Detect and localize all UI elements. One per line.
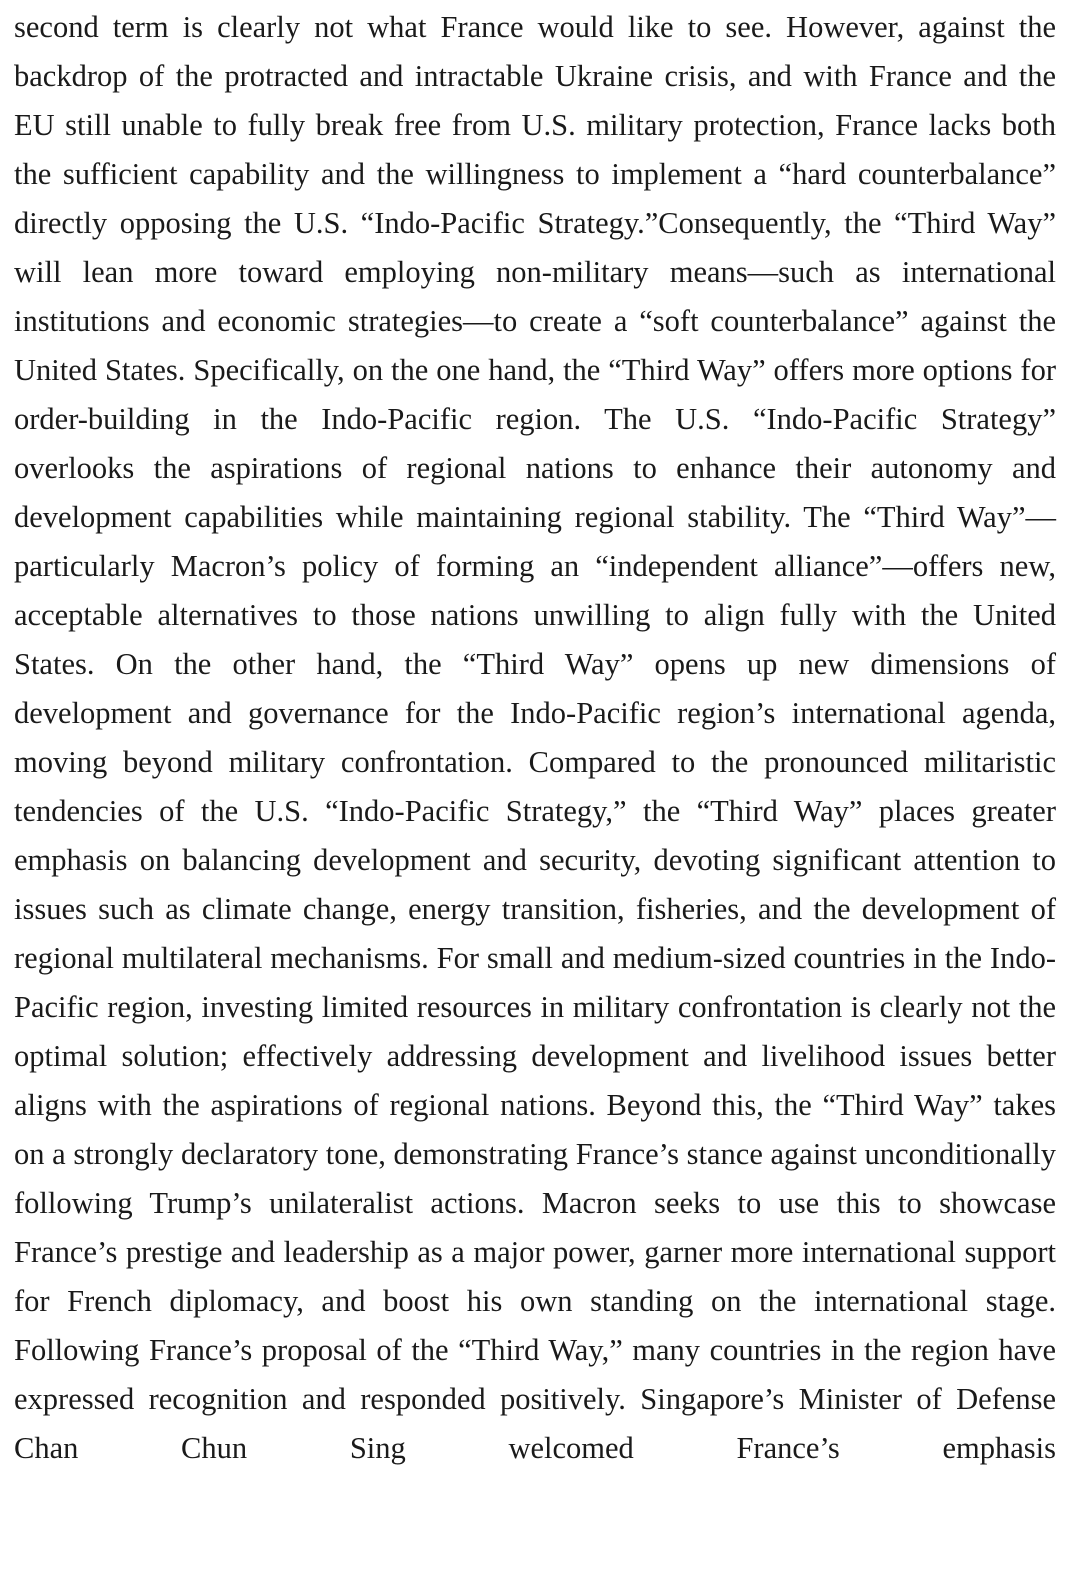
document-page bbox=[14, 3, 1056, 1473]
body-paragraph: second term is clearly not what France would like to see. However, against the backdrop of the protracted and intractable Ukraine crisis, and with France and the EU still unable to fully break free from U.S. military protection, France lacks both the sufficient capability and the willingness to implement a “hard counterbalance” directly opposing the U.S. “Indo-Pacific Strategy.”Consequently, the “Third Way” will lean more toward employing non-military means—such as international institutions and economic strategies—to create a “soft counterbalance” against the United States. Specifically, on the one hand, the “Third Way” offers more options for order-building in the Indo-Pacific region. The U.S. “Indo-Pacific Strategy” overlooks the aspirations of regional nations to enhance their autonomy and development capabilities while maintaining regional stability. The “Third Way”—particularly Macron’s policy of forming an “independent alliance”—offers new, acceptable alternatives to those nations unwilling to align fully with the United States. On the other hand, the “Third Way” opens up new dimensions of development and governance for the Indo-Pacific region’s international agenda, moving beyond military confrontation. Compared to the pronounced militaristic tendencies of the U.S. “Indo-Pacific Strategy,” the “Third Way” places greater emphasis on balancing development and security, devoting significant attention to issues such as climate change, energy transition, fisheries, and the development of regional multilateral mechanisms. For small and medium-sized countries in the Indo-Pacific region, investing limited resources in military confrontation is clearly not the optimal solution; effectively addressing development and livelihood issues better aligns with the aspirations of regional nations. Beyond this, the “Third Way” takes on a strongly declaratory tone, demonstrating France’s stance against unconditionally following Trump’s unilateralist actions. Macron seeks to use this to showcase France’s prestige and leadership as a major power, garner more international support for French diplomacy, and boost his own standing on the international stage. Following France’s proposal of the “Third Way,” many countries in the region have expressed recognition and responded positively. Singapore’s Minister of Defense Chan Chun Sing welcomed France’s emphasis bbox=[14, 10, 1056, 1465]
